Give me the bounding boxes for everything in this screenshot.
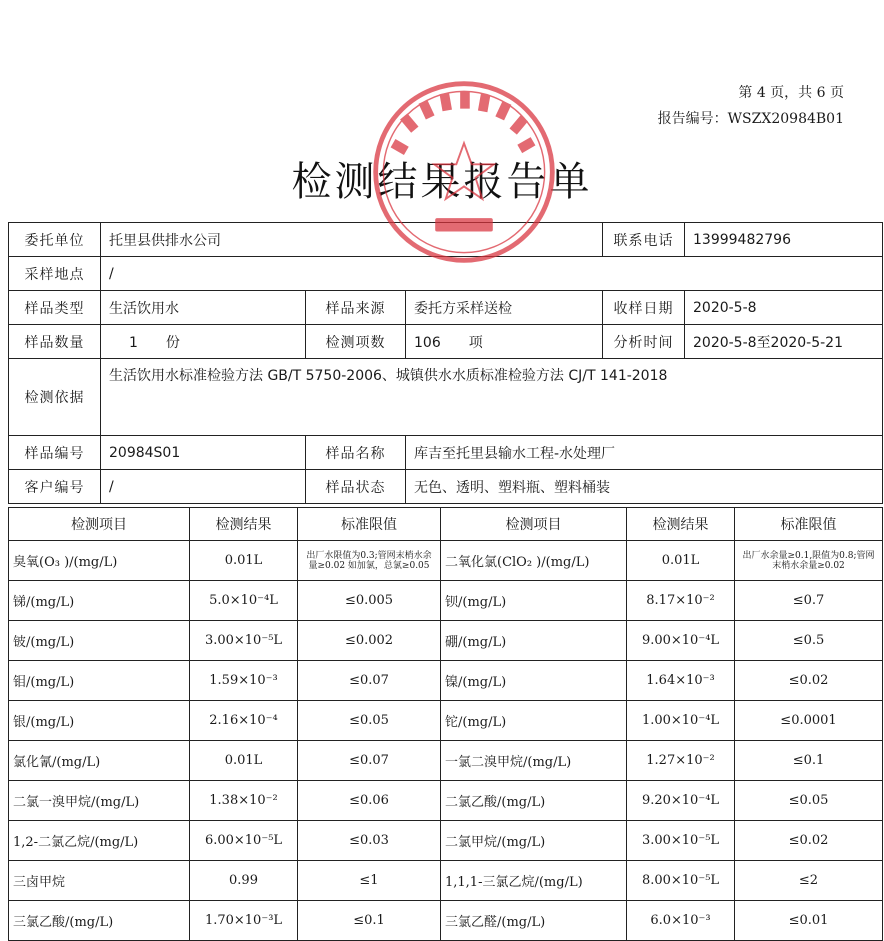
col-header-item-2: 检测项目 — [441, 508, 627, 541]
receive-label: 收样日期 — [603, 291, 685, 325]
sample-no-value: 20984S01 — [101, 436, 306, 470]
basis-value: 生活饮用水标准检验方法 GB/T 5750-2006、城镇供水水质标准检验方法 CJ/T 141-2018 — [101, 359, 883, 436]
table-cell: ≤0.02 — [735, 821, 883, 861]
table-cell: 锑/(mg/L) — [9, 581, 190, 621]
sample-name-label: 样品名称 — [306, 436, 406, 470]
table-row — [9, 541, 883, 581]
table-cell: 6.0×10⁻³ — [627, 901, 735, 941]
table-cell: 0.01L — [627, 541, 735, 581]
table-cell: ≤0.02 — [735, 661, 883, 701]
site-label: 采样地点 — [9, 257, 101, 291]
table-cell: 3.00×10⁻⁵L — [190, 621, 298, 661]
table-cell: 二氯甲烷/(mg/L) — [441, 821, 627, 861]
report-number: 报告编号：WSZX20984B01 — [657, 111, 844, 127]
site-value: / — [101, 257, 883, 291]
table-cell: 1,1,1-三氯乙烷/(mg/L) — [441, 861, 627, 901]
table-row — [9, 821, 883, 861]
table-row — [9, 661, 883, 701]
table-cell: 臭氧(O₃ )/(mg/L) — [9, 541, 190, 581]
site-row — [9, 257, 883, 291]
table-row — [9, 621, 883, 661]
table-cell: 9.00×10⁻⁴L — [627, 621, 735, 661]
table-cell: 钼/(mg/L) — [9, 661, 190, 701]
type-label: 样品类型 — [9, 291, 101, 325]
sample-state-label: 样品状态 — [306, 470, 406, 504]
sample-no-row — [9, 436, 883, 470]
table-cell: 氯化氰/(mg/L) — [9, 741, 190, 781]
customer-no-label: 客户编号 — [9, 470, 101, 504]
table-cell: ≤2 — [735, 861, 883, 901]
table-row — [9, 861, 883, 901]
sample-state-value: 无色、透明、塑料瓶、塑料桶装 — [406, 470, 883, 504]
table-cell: 1.64×10⁻³ — [627, 661, 735, 701]
table-cell: ≤0.005 — [298, 581, 441, 621]
phone-value: 13999482796 — [685, 223, 883, 257]
table-cell: ≤0.7 — [735, 581, 883, 621]
qty-row — [9, 325, 883, 359]
table-cell: 6.00×10⁻⁵L — [190, 821, 298, 861]
table-cell: ≤1 — [298, 861, 441, 901]
table-row — [9, 701, 883, 741]
table-cell: 出厂水限值为0.3;管网末梢水余量≥0.02 如加氯，总氯≥0.05 — [298, 541, 441, 581]
source-value: 委托方采样送检 — [406, 291, 603, 325]
col-header-limit: 标准限值 — [298, 508, 441, 541]
table-cell: ≤0.06 — [298, 781, 441, 821]
analysis-value: 2020-5-8至2020-5-21 — [685, 325, 883, 359]
table-cell: ≤0.5 — [735, 621, 883, 661]
table-cell: 钡/(mg/L) — [441, 581, 627, 621]
table-cell: 硼/(mg/L) — [441, 621, 627, 661]
table-cell: 二氯乙酸/(mg/L) — [441, 781, 627, 821]
table-cell: 三氯乙醛/(mg/L) — [441, 901, 627, 941]
type-row — [9, 291, 883, 325]
page-header-info — [658, 80, 844, 132]
table-cell: 1.00×10⁻⁴L — [627, 701, 735, 741]
col-header-item: 检测项目 — [9, 508, 190, 541]
table-cell: 2.16×10⁻⁴ — [190, 701, 298, 741]
table-cell: ≤0.07 — [298, 741, 441, 781]
source-label: 样品来源 — [306, 291, 406, 325]
table-cell: 二氯一溴甲烷/(mg/L) — [9, 781, 190, 821]
table-cell: ≤0.05 — [298, 701, 441, 741]
items-value: 106 项 — [406, 325, 603, 359]
type-value: 生活饮用水 — [101, 291, 306, 325]
table-cell: 二氧化氯(ClO₂ )/(mg/L) — [441, 541, 627, 581]
sample-name-value: 库吉至托里县输水工程-水处理厂 — [406, 436, 883, 470]
basis-label: 检测依据 — [9, 359, 101, 436]
table-cell: ≤0.01 — [735, 901, 883, 941]
table-row — [9, 781, 883, 821]
table-cell: 镍/(mg/L) — [441, 661, 627, 701]
table-cell: 银/(mg/L) — [9, 701, 190, 741]
analysis-label: 分析时间 — [603, 325, 685, 359]
table-cell: 8.17×10⁻² — [627, 581, 735, 621]
sample-info-table — [8, 222, 883, 504]
table-cell: 0.01L — [190, 541, 298, 581]
table-cell: 0.01L — [190, 741, 298, 781]
client-label: 委托单位 — [9, 223, 101, 257]
table-cell: 1,2-二氯乙烷/(mg/L) — [9, 821, 190, 861]
table-cell: 出厂水余量≥0.1,限值为0.8;管网末梢水余量≥0.02 — [735, 541, 883, 581]
table-cell: ≤0.002 — [298, 621, 441, 661]
table-cell: ≤0.03 — [298, 821, 441, 861]
customer-row — [9, 470, 883, 504]
customer-no-value: / — [101, 470, 306, 504]
table-row — [9, 741, 883, 781]
results-table — [8, 507, 883, 941]
col-header-result: 检测结果 — [190, 508, 298, 541]
table-cell: 1.70×10⁻³L — [190, 901, 298, 941]
table-cell: 0.99 — [190, 861, 298, 901]
table-cell: ≤0.05 — [735, 781, 883, 821]
table-cell: 铊/(mg/L) — [441, 701, 627, 741]
table-cell: ≤0.0001 — [735, 701, 883, 741]
page-number: 第 4 页，共 6 页 — [738, 85, 844, 101]
table-cell: 铍/(mg/L) — [9, 621, 190, 661]
table-row — [9, 901, 883, 941]
table-cell: 1.38×10⁻² — [190, 781, 298, 821]
table-cell: 一氯二溴甲烷/(mg/L) — [441, 741, 627, 781]
table-cell: ≤0.1 — [735, 741, 883, 781]
sample-no-label: 样品编号 — [9, 436, 101, 470]
receive-value: 2020-5-8 — [685, 291, 883, 325]
results-header-row — [9, 508, 883, 541]
qty-label: 样品数量 — [9, 325, 101, 359]
table-cell: 8.00×10⁻⁵L — [627, 861, 735, 901]
qty-value: 1 份 — [101, 325, 306, 359]
table-cell: 三卤甲烷 — [9, 861, 190, 901]
phone-label: 联系电话 — [603, 223, 685, 257]
report-title: 检测结果报告单 — [291, 159, 593, 205]
table-cell: 5.0×10⁻⁴L — [190, 581, 298, 621]
table-cell: 3.00×10⁻⁵L — [627, 821, 735, 861]
items-label: 检测项数 — [306, 325, 406, 359]
table-cell: 三氯乙酸/(mg/L) — [9, 901, 190, 941]
table-row — [9, 581, 883, 621]
client-row — [9, 223, 883, 257]
table-cell: 9.20×10⁻⁴L — [627, 781, 735, 821]
table-cell: ≤0.07 — [298, 661, 441, 701]
basis-row — [9, 359, 883, 436]
col-header-result-2: 检测结果 — [627, 508, 735, 541]
table-cell: 1.59×10⁻³ — [190, 661, 298, 701]
col-header-limit-2: 标准限值 — [735, 508, 883, 541]
client-value: 托里县供排水公司 — [101, 223, 603, 257]
table-cell: ≤0.1 — [298, 901, 441, 941]
table-cell: 1.27×10⁻² — [627, 741, 735, 781]
